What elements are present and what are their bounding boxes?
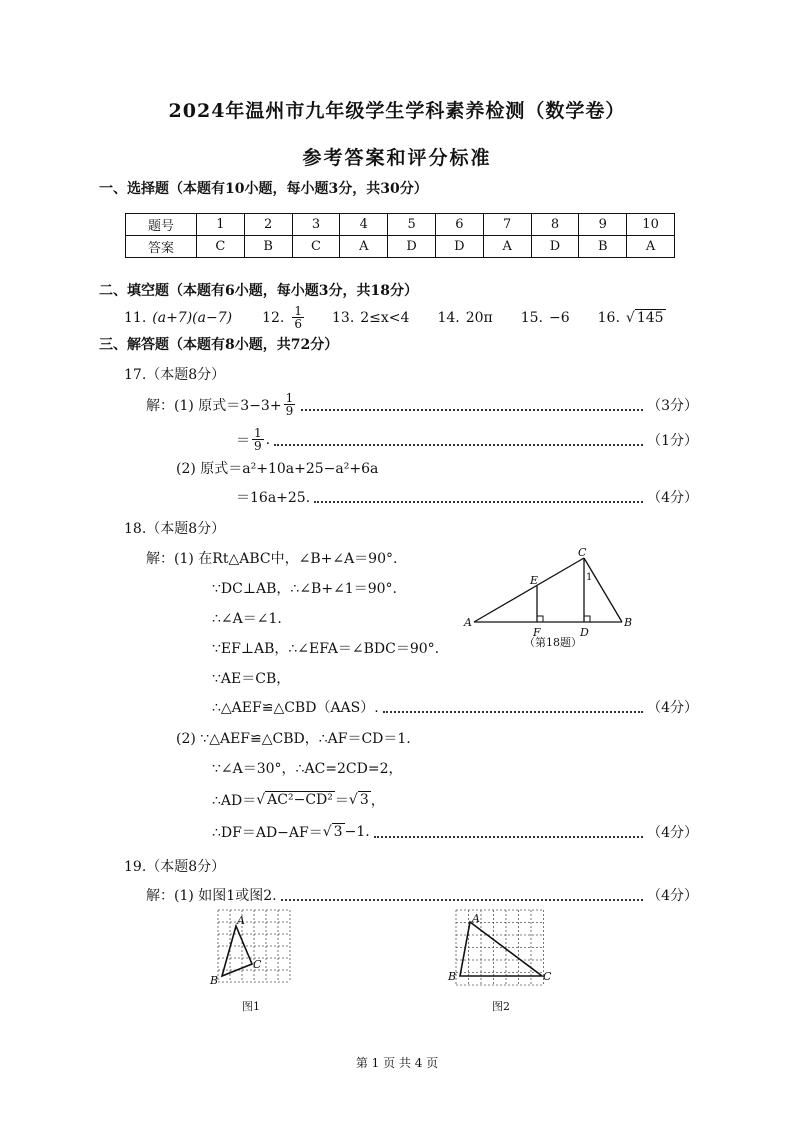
q16-answer: √ 145: [625, 309, 664, 326]
q18-line6: [212, 697, 698, 717]
table-header-cell: 答案: [126, 236, 197, 258]
table-cell: B: [579, 236, 627, 258]
q17-line1-text: 解：(1) 原式＝3−3+: [146, 397, 282, 414]
dot-leader: [301, 399, 643, 411]
q17-line1-fraction: [284, 392, 296, 417]
q18-line7: (2) ∵△AEF≌△CBD，∴AF＝CD＝1.: [176, 731, 411, 747]
section2-heading: 二、填空题（本题有6小题，每小题3分，共18分）: [99, 283, 418, 299]
q18-line8: ∵∠A＝30°，∴AC=2CD=2，: [212, 761, 403, 777]
label-b: B: [210, 974, 219, 987]
q17-line3: (2) 原式＝a²+10a+25−a²+6a: [176, 461, 379, 477]
table-cell: 3: [292, 214, 340, 236]
table-cell: A: [340, 236, 388, 258]
q18-figure: [462, 546, 642, 656]
q19-figure1: [206, 906, 292, 1014]
dot-leader: [274, 434, 643, 446]
q11-answer: (a+7)(a−7): [152, 309, 233, 326]
q17-line4-text: ＝16a+25.: [236, 490, 311, 506]
q13-label: 13.: [332, 309, 355, 326]
q12-label: 12.: [262, 309, 285, 326]
score-badge: （4分）: [647, 825, 698, 841]
section1-heading: 一、选择题（本题有10小题，每小题3分，共30分）: [99, 181, 428, 197]
sqrt-radicand: 145: [636, 309, 664, 326]
table-cell: 4: [340, 214, 388, 236]
page-subtitle: 参考答案和评分标准: [302, 147, 492, 169]
label-c: C: [578, 546, 587, 559]
figure-caption: （第18题）: [524, 636, 582, 649]
table-cell: D: [388, 236, 436, 258]
label-a: A: [472, 912, 480, 925]
score-badge: （4分）: [647, 700, 698, 716]
table-row: [126, 236, 675, 258]
q18-line9: [212, 790, 385, 810]
score-badge: （3分）: [647, 397, 698, 414]
table-cell: 1: [197, 214, 245, 236]
q17-line2-text: ＝: [236, 432, 250, 449]
label-b: B: [624, 616, 633, 629]
fraction-denominator: 9: [254, 439, 262, 453]
q18-line9-mid: ＝: [334, 793, 349, 809]
page-title: 2024年温州市九年级学生学科素养检测（数学卷）: [168, 100, 626, 122]
segment-cb: [584, 558, 622, 622]
answer-table: [125, 213, 675, 258]
label-angle1: 1: [586, 572, 593, 583]
segment-ac: [474, 558, 584, 622]
q13-answer: 2≤x<4: [360, 309, 410, 326]
q15-label: 15.: [520, 309, 543, 326]
sqrt-radicand: AC²−CD²: [267, 792, 333, 808]
label-a: A: [464, 616, 472, 629]
table-cell: A: [483, 236, 531, 258]
label-b: B: [448, 970, 457, 983]
fraction-numerator: 1: [285, 391, 294, 405]
figure-caption: 图1: [242, 1000, 260, 1013]
q18-line9-root: √ AC²−CD²: [256, 792, 333, 808]
triangle-abc: [222, 926, 252, 976]
label-e: E: [530, 574, 539, 587]
fraction-numerator: 1: [294, 304, 302, 318]
q14-answer: 20π: [465, 309, 493, 326]
q18-line3: ∴∠A＝∠1.: [212, 611, 282, 627]
table-cell: B: [244, 236, 292, 258]
grid: [218, 910, 290, 982]
q17-line4: [236, 487, 698, 507]
fraction-denominator: 9: [285, 404, 294, 418]
table-row: [126, 214, 675, 236]
q17-line2: [236, 427, 698, 452]
q18-line9-suffix: ，: [370, 793, 385, 809]
q19-figure2: [446, 906, 554, 1014]
q18-line1: 解：(1) 在Rt△ABC中，∠B+∠A＝90°.: [146, 551, 398, 567]
q17-line2-fraction: [252, 427, 264, 452]
fraction-numerator: 1: [254, 426, 262, 440]
table-cell: 9: [579, 214, 627, 236]
score-badge: （1分）: [647, 432, 698, 449]
label-d: D: [580, 626, 589, 639]
dot-leader: [281, 889, 644, 901]
q17-heading: 17.（本题8分）: [124, 367, 226, 383]
q18-line10: [212, 822, 698, 842]
fill-in-answers: [124, 305, 666, 330]
q12-answer: [292, 305, 304, 330]
table-cell: 8: [531, 214, 579, 236]
q15-answer: −6: [548, 309, 570, 326]
table-cell: 10: [627, 214, 675, 236]
dot-leader: [314, 491, 643, 503]
q19-heading: 19.（本题8分）: [124, 859, 226, 875]
q18-line4: ∵EF⊥AB，∴∠EFA＝∠BDC＝90°.: [212, 641, 440, 657]
fraction-denominator: 6: [294, 317, 302, 331]
dot-leader: [383, 701, 643, 713]
table-header-cell: 题号: [126, 214, 197, 236]
right-angle-mark-f: [537, 616, 543, 622]
score-badge: （4分）: [647, 490, 698, 506]
label-a: A: [237, 914, 245, 927]
q18-line9-prefix: ∴AD＝: [212, 793, 257, 809]
q18-line2: ∵DC⊥AB，∴∠B+∠1＝90°.: [212, 581, 397, 597]
right-angle-mark-d: [584, 616, 590, 622]
label-c: C: [253, 958, 262, 971]
table-cell: A: [627, 236, 675, 258]
q18-line5: ∵AE＝CB，: [212, 671, 291, 687]
table-cell: D: [435, 236, 483, 258]
q18-line6-text: ∴△AEF≌△CBD（AAS）.: [212, 700, 379, 716]
label-c: C: [543, 970, 552, 983]
grid: [456, 910, 544, 985]
dot-leader: [374, 826, 643, 838]
q18-line10-suffix: −1.: [344, 824, 370, 840]
table-cell: 7: [483, 214, 531, 236]
q19-line1: [146, 885, 698, 905]
q18-line10-root: √ 3: [322, 824, 343, 840]
label-f: F: [533, 626, 541, 639]
table-cell: 6: [435, 214, 483, 236]
score-badge: （4分）: [647, 888, 698, 904]
sqrt-radicand: 3: [359, 792, 369, 808]
sqrt-radicand: 3: [333, 824, 343, 840]
q14-label: 14.: [437, 309, 460, 326]
table-cell: 5: [388, 214, 436, 236]
q18-line9-root2: √ 3: [348, 792, 369, 808]
triangle-abc: [460, 922, 542, 976]
section3-heading: 三、解答题（本题有8小题，共72分）: [99, 337, 339, 353]
q19-line1-text: 解：(1) 如图1或图2.: [146, 888, 277, 904]
q16-label: 16.: [597, 309, 620, 326]
table-cell: C: [197, 236, 245, 258]
figure-caption: 图2: [492, 1000, 510, 1013]
q17-line1: [146, 392, 698, 417]
page-footer: 第 1 页 共 4 页: [355, 1056, 439, 1070]
q11-label: 11.: [124, 309, 147, 326]
q17-line2-suffix: .: [265, 431, 271, 448]
table-cell: D: [531, 236, 579, 258]
table-cell: 2: [244, 214, 292, 236]
q18-line10-prefix: ∴DF＝AD−AF＝: [212, 825, 323, 841]
table-cell: C: [292, 236, 340, 258]
q18-heading: 18.（本题8分）: [124, 521, 226, 537]
